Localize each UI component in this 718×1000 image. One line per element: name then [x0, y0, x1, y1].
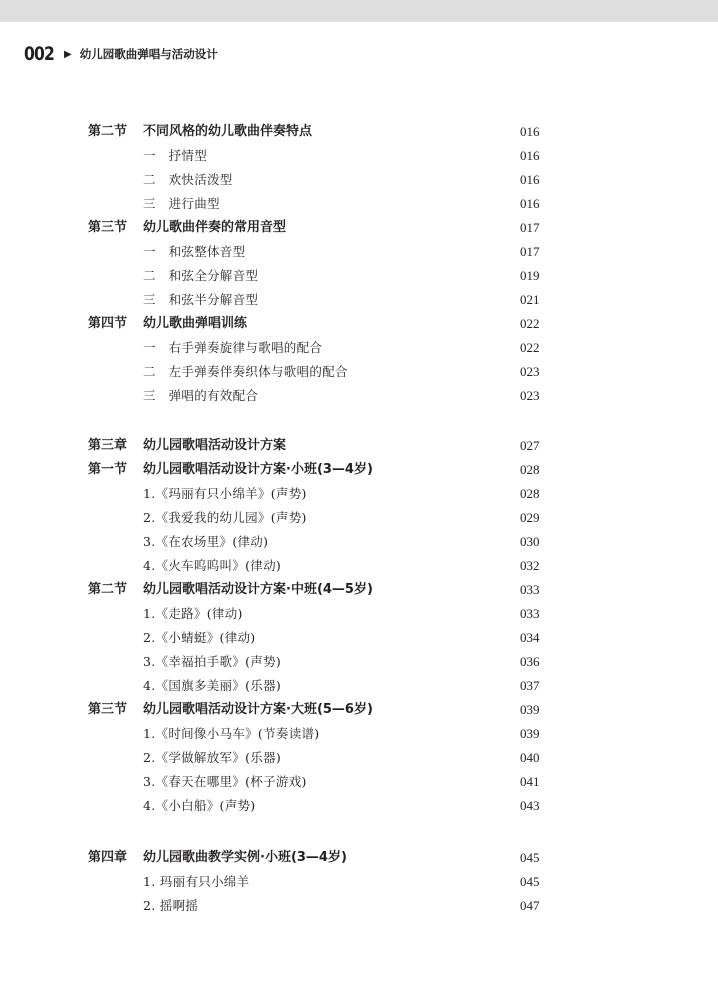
toc-entry-label: 第二节 [88, 124, 128, 139]
toc-entry-page: 043 [520, 798, 540, 813]
toc-entry-page: 016 [520, 124, 540, 139]
toc-entry-title: 不同风格的幼儿歌曲伴奏特点 [143, 124, 313, 139]
toc-entry-label: 第一节 [88, 462, 128, 477]
toc-entry[interactable] [0, 434, 718, 458]
toc-entry-title: 1.《时间像小马车》(节奏读谱) [143, 726, 320, 741]
toc-entry-page: 037 [520, 678, 540, 693]
toc-entry[interactable] [0, 650, 718, 674]
toc-entry-page: 022 [520, 316, 540, 331]
toc-entry[interactable] [0, 312, 718, 336]
toc-entry-title: 1. 玛丽有只小绵羊 [143, 874, 250, 889]
triangle-arrow-icon: ▶ [64, 48, 72, 60]
toc-entry[interactable] [0, 870, 718, 894]
toc-entry-title: 幼儿园歌唱活动设计方案 [143, 438, 287, 453]
toc-entry-page: 047 [520, 898, 540, 913]
toc-entry-title: 幼儿园歌唱活动设计方案·中班(4—5岁) [143, 582, 373, 597]
toc-entry-title: 2. 摇啊摇 [143, 898, 199, 913]
toc-entry[interactable] [0, 722, 718, 746]
toc-entry[interactable] [0, 384, 718, 408]
toc-entry[interactable] [0, 698, 718, 722]
toc-entry-title: 2.《小蜻蜓》(律动) [143, 630, 256, 645]
toc-entry-title: 幼儿园歌唱活动设计方案·小班(3—4岁) [143, 462, 373, 477]
toc-entry-page: 039 [520, 702, 540, 717]
toc-entry-page: 023 [520, 388, 540, 403]
toc-entry[interactable] [0, 264, 718, 288]
toc-entry-page: 029 [520, 510, 540, 525]
page-number: 002 [24, 43, 55, 65]
toc-entry-page: 017 [520, 244, 540, 259]
toc-entry[interactable] [0, 794, 718, 818]
toc-entry-page: 045 [520, 874, 540, 889]
toc-entry-page: 016 [520, 148, 540, 163]
toc-entry-title: 4.《火车呜呜叫》(律动) [143, 558, 282, 573]
toc-entry-page: 036 [520, 654, 540, 669]
toc-entry[interactable] [0, 894, 718, 918]
toc-entry[interactable] [0, 506, 718, 530]
toc-entry[interactable] [0, 674, 718, 698]
toc-entry-page: 030 [520, 534, 540, 549]
toc-entry[interactable] [0, 360, 718, 384]
toc-entry-title: 1.《走路》(律动) [143, 606, 243, 621]
toc-entry-page: 045 [520, 850, 540, 865]
toc-entry-title: 3.《在农场里》(律动) [143, 534, 269, 549]
toc-entry-title: 4.《国旗多美丽》(乐器) [143, 678, 282, 693]
toc-entry[interactable] [0, 288, 718, 312]
toc-entry[interactable] [0, 216, 718, 240]
toc-entry[interactable] [0, 336, 718, 360]
toc-entry-title: 3.《春天在哪里》(杯子游戏) [143, 774, 307, 789]
toc-entry[interactable] [0, 530, 718, 554]
toc-entry-title: 二 欢快活泼型 [143, 172, 233, 187]
toc-entry[interactable] [0, 458, 718, 482]
toc-entry-title: 4.《小白船》(声势) [143, 798, 256, 813]
toc-entry-page: 034 [520, 630, 540, 645]
toc-entry-page: 022 [520, 340, 540, 355]
toc-entry-title: 一 和弦整体音型 [143, 244, 246, 259]
toc-entry-title: 二 和弦全分解音型 [143, 268, 259, 283]
toc-entry-page: 028 [520, 486, 540, 501]
toc-entry-page: 041 [520, 774, 540, 789]
toc-entry[interactable] [0, 770, 718, 794]
toc-entry[interactable] [0, 554, 718, 578]
toc-entry-title: 幼儿园歌唱活动设计方案·大班(5—6岁) [143, 702, 373, 717]
toc-entry[interactable] [0, 482, 718, 506]
toc-entry[interactable] [0, 240, 718, 264]
toc-entry-label: 第三章 [88, 438, 128, 453]
toc-entry-title: 一 抒情型 [143, 148, 208, 163]
toc-entry-title: 幼儿园歌曲教学实例·小班(3—4岁) [143, 850, 347, 865]
toc-entry-page: 040 [520, 750, 540, 765]
toc-entry-title: 2.《学做解放军》(乐器) [143, 750, 282, 765]
toc-entry-page: 033 [520, 582, 540, 597]
toc-entry[interactable] [0, 602, 718, 626]
toc-entry-page: 039 [520, 726, 540, 741]
toc-entry-label: 第四章 [88, 850, 128, 865]
toc-entry-title: 二 左手弹奏伴奏织体与歌唱的配合 [143, 364, 348, 379]
toc-entry-page: 033 [520, 606, 540, 621]
toc-entry-page: 027 [520, 438, 540, 453]
toc-entry[interactable] [0, 168, 718, 192]
toc-entry[interactable] [0, 746, 718, 770]
toc-entry-title: 三 和弦半分解音型 [143, 292, 259, 307]
toc-entry-page: 032 [520, 558, 540, 573]
toc-entry[interactable] [0, 120, 718, 144]
toc-entry-title: 幼儿歌曲伴奏的常用音型 [143, 220, 287, 235]
toc-entry-title: 幼儿歌曲弹唱训练 [143, 316, 248, 331]
toc-entry-page: 028 [520, 462, 540, 477]
book-title: 幼儿园歌曲弹唱与活动设计 [79, 47, 218, 61]
toc-entry[interactable] [0, 578, 718, 602]
toc-entry[interactable] [0, 144, 718, 168]
page-header [24, 42, 218, 66]
toc-entry-title: 1.《玛丽有只小绵羊》(声势) [143, 486, 307, 501]
toc-entry-label: 第三节 [88, 702, 128, 717]
toc-entry[interactable] [0, 192, 718, 216]
toc-entry-label: 第二节 [88, 582, 128, 597]
toc-entry-title: 3.《幸福拍手歌》(声势) [143, 654, 282, 669]
toc-entry-title: 2.《我爱我的幼儿园》(声势) [143, 510, 307, 525]
toc-entry-page: 021 [520, 292, 540, 307]
toc-entry-page: 016 [520, 196, 540, 211]
toc-entry-page: 023 [520, 364, 540, 379]
toc-entry-title: 三 进行曲型 [143, 196, 220, 211]
toc-entry-page: 016 [520, 172, 540, 187]
toc-entry[interactable] [0, 846, 718, 870]
top-band [0, 0, 718, 22]
toc-entry-label: 第三节 [88, 220, 128, 235]
toc-entry-label: 第四节 [88, 316, 128, 331]
toc-entry-title: 一 右手弹奏旋律与歌唱的配合 [143, 340, 323, 355]
toc-entry-page: 019 [520, 268, 540, 283]
toc-entry-title: 三 弹唱的有效配合 [143, 388, 259, 403]
toc-entry[interactable] [0, 626, 718, 650]
toc-entry-page: 017 [520, 220, 540, 235]
